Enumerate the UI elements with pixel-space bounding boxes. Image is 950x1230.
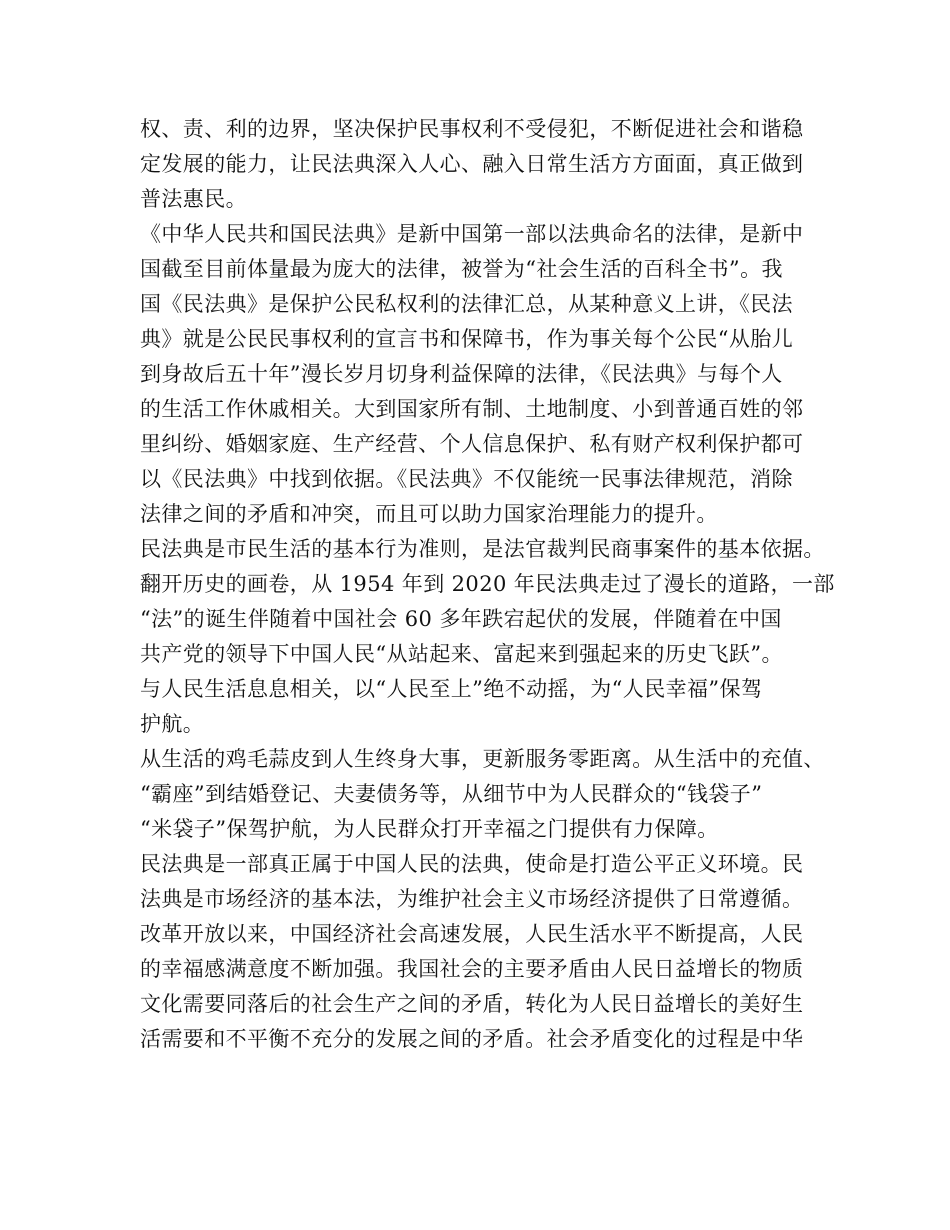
text-line: 与人民生活息息相关，以“人民至上”绝不动摇，为“人民幸福”保驾 — [140, 677, 763, 701]
text-line: 的幸福感满意度不断加强。我国社会的主要矛盾由人民日益增长的物质 — [140, 957, 804, 981]
text-line: “米袋子”保驾护航，为人民群众打开幸福之门提供有力保障。 — [140, 817, 719, 841]
text-line: 翻开历史的画卷，从 1954 年到 2020 年民法典走过了漫长的道路，一部 — [140, 572, 835, 596]
text-line: 法律之间的矛盾和冲突，而且可以助力国家治理能力的提升。 — [140, 502, 718, 526]
text-line: 的生活工作休戚相关。大到国家所有制、土地制度、小到普通百姓的邻 — [140, 397, 804, 421]
text-line: “霸座”到结婚登记、夫妻债务等，从细节中为人民群众的“钱袋子” — [140, 782, 763, 806]
text-line: 到身故后五十年”漫长岁月切身利益保障的法律，《民法典》与每个人 — [140, 362, 783, 386]
text-line: 法典是市场经济的基本法，为维护社会主义市场经济提供了日常遵循。 — [140, 887, 804, 911]
text-line: 普法惠民。 — [140, 187, 247, 211]
text-line: 护航。 — [140, 712, 205, 736]
text-line: 定发展的能力，让民法典深入人心、融入日常生活方方面面，真正做到 — [140, 152, 804, 176]
text-line: 权、责、利的边界，坚决保护民事权利不受侵犯，不断促进社会和谐稳 — [140, 117, 804, 141]
text-line: 《中华人民共和国民法典》是新中国第一部以法典命名的法律，是新中 — [140, 222, 804, 246]
text-line: 活需要和不平衡不充分的发展之间的矛盾。社会矛盾变化的过程是中华 — [140, 1027, 804, 1051]
text-line: “法”的诞生伴随着中国社会 60 多年跌宕起伏的发展，伴随着在中国 — [140, 607, 782, 631]
document-body — [140, 112, 840, 1057]
text-line: 民法典是市民生活的基本行为准则，是法官裁判民商事案件的基本依据。 — [140, 537, 825, 561]
text-line: 共产党的领导下中国人民“从站起来、富起来到强起来的历史飞跃”。 — [140, 642, 783, 666]
text-line: 里纠纷、婚姻家庭、生产经营、个人信息保护、私有财产权利保护都可 — [140, 432, 804, 456]
text-line: 国《民法典》是保护公民私权利的法律汇总，从某种意义上讲，《民法 — [140, 292, 793, 316]
text-line: 文化需要同落后的社会生产之间的矛盾，转化为人民日益增长的美好生 — [140, 992, 804, 1016]
text-line: 国截至目前体量最为庞大的法律，被誉为“社会生活的百科全书”。我 — [140, 257, 783, 281]
text-line: 以《民法典》中找到依据。《民法典》不仅能统一民事法律规范，消除 — [140, 467, 793, 491]
text-line: 典》就是公民民事权利的宣言书和保障书，作为事关每个公民“从胎儿 — [140, 327, 794, 351]
text-line: 从生活的鸡毛蒜皮到人生终身大事，更新服务零距离。从生活中的充值、 — [140, 747, 825, 771]
text-line: 民法典是一部真正属于中国人民的法典，使命是打造公平正义环境。民 — [140, 852, 804, 876]
text-line: 改革开放以来，中国经济社会高速发展，人民生活水平不断提高，人民 — [140, 922, 804, 946]
